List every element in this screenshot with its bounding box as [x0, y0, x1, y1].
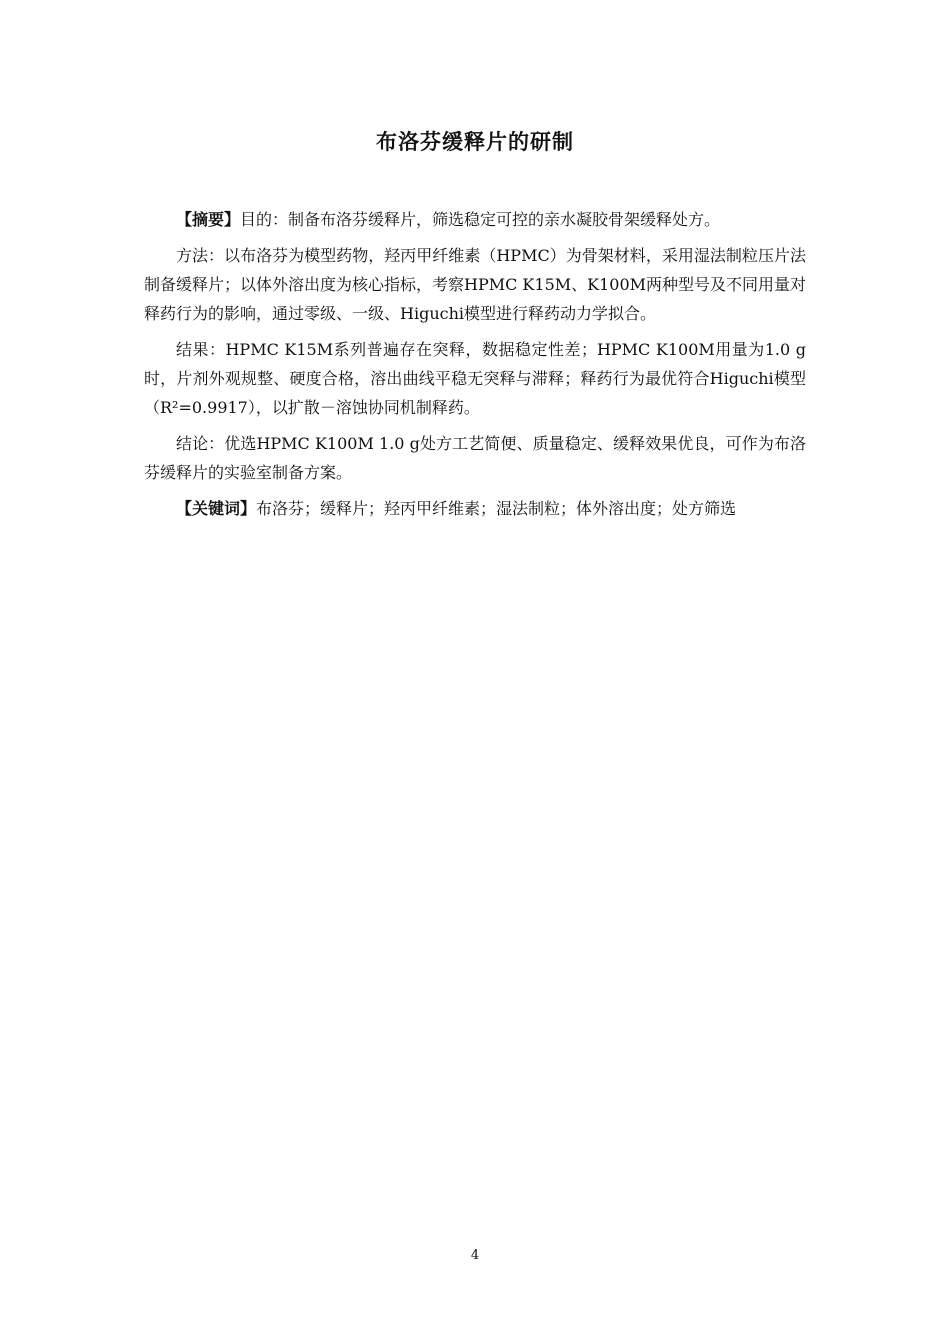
abstract-results: 结果：HPMC K15M系列普遍存在突释，数据稳定性差；HPMC K100M用量为1.0 g时，片剂外观规整、硬度合格，溶出曲线平稳无突释与滞释；释药行为最优符合Higuchi模型（R²=0.9917），以扩散－溶蚀协同机制释药。	[144, 340, 806, 417]
keywords-label: 【关键词】	[176, 499, 257, 518]
keywords-text: 布洛芬；缓释片；羟丙甲纤维素；湿法制粒；体外溶出度；处方筛选	[256, 499, 737, 518]
abstract-label: 【摘要】	[176, 210, 241, 229]
page-number: 4	[470, 1248, 480, 1263]
page-title: 布洛芬缓释片的研制	[376, 130, 574, 154]
keywords-paragraph	[144, 494, 806, 523]
abstract-section	[144, 205, 806, 530]
abstract-objective-paragraph	[144, 205, 806, 234]
abstract-conclusion: 结论：优选HPMC K100M 1.0 g处方工艺简便、质量稳定、缓释效果优良，可作为布洛芬缓释片的实验室制备方案。	[144, 434, 806, 482]
abstract-methods: 方法：以布洛芬为模型药物，羟丙甲纤维素（HPMC）为骨架材料，采用湿法制粒压片法制备缓释片；以体外溶出度为核心指标，考察HPMC K15M、K100M两种型号及不同用量对释药行为的影响，通过零级、一级、Higuchi模型进行释药动力学拟合。	[144, 246, 807, 323]
abstract-objective: 目的：制备布洛芬缓释片，筛选稳定可控的亲水凝胶骨架缓释处方。	[240, 210, 721, 229]
